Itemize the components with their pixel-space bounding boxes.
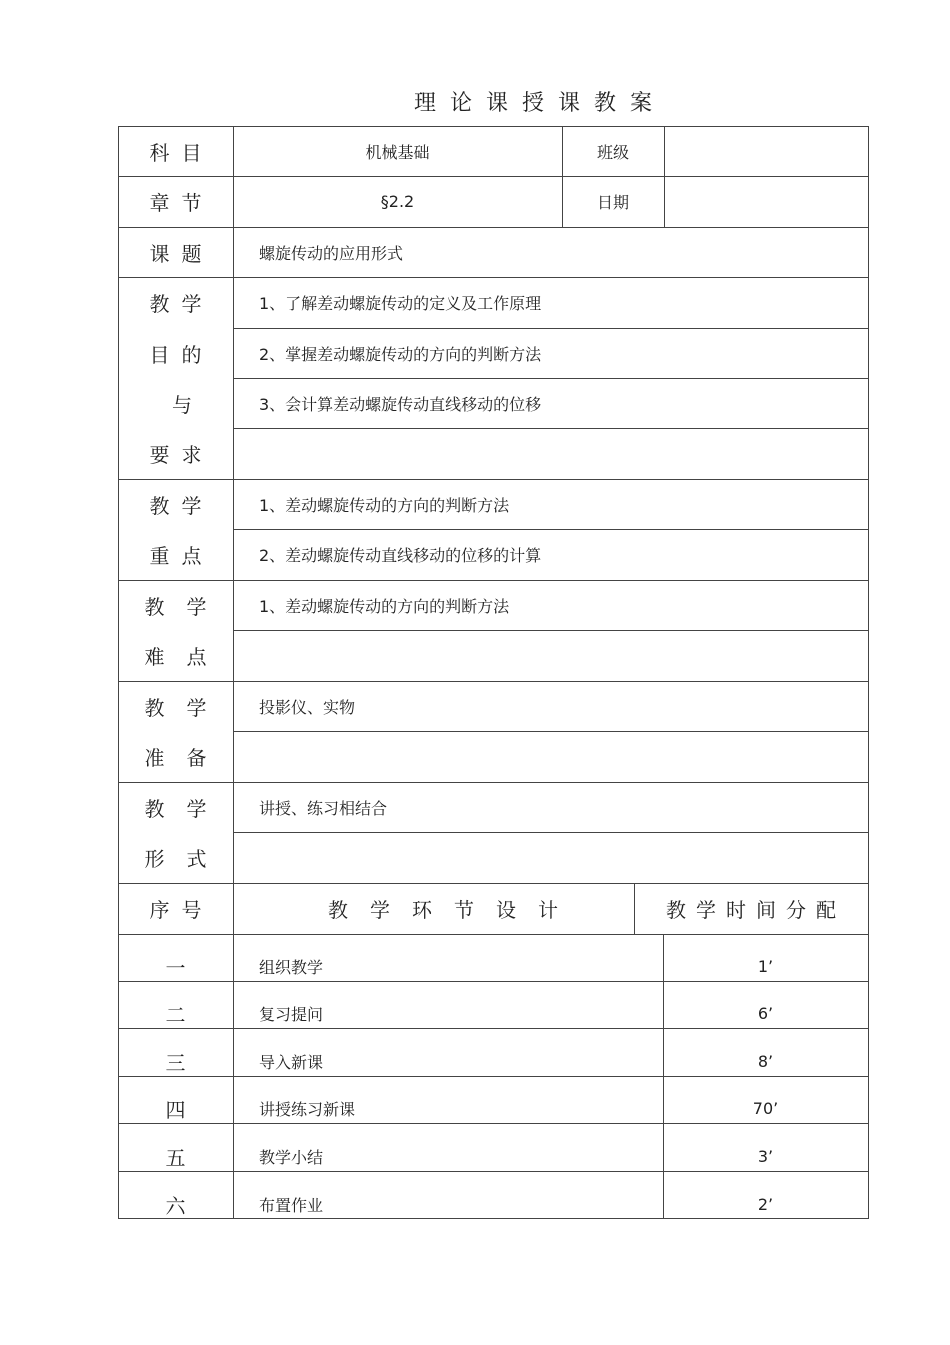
preparation-label-bottom [118, 731, 233, 782]
objective-item: 3、会计算差动螺旋传动直线移动的位移 [259, 394, 542, 414]
row-number: 五 [165, 1145, 186, 1170]
form-label-top [118, 782, 233, 832]
label-char: 教 [144, 796, 165, 821]
objectives-label-3: 与 [172, 392, 192, 417]
row-number: 三 [165, 1050, 186, 1075]
class-label: 班级 [596, 142, 629, 162]
header-sequence: 序号 [149, 898, 214, 922]
chapter-value: §2.2 [380, 192, 415, 211]
row-number: 四 [165, 1097, 186, 1122]
date-label: 日期 [596, 193, 629, 212]
form-label-bottom [118, 832, 233, 883]
difficulties-label-top [118, 580, 233, 630]
objectives-label-2: 目的 [149, 342, 214, 367]
label-char: 教 [144, 695, 165, 720]
row-time: 70’ [752, 1098, 779, 1118]
label-char: 难 [144, 645, 165, 669]
objective-item: 1、了解差动螺旋传动的定义及工作原理 [259, 294, 542, 313]
date-value [664, 176, 868, 227]
key-points-label-1: 教学 [149, 493, 214, 518]
form-item: 讲授、练习相结合 [259, 798, 388, 818]
row-number: 六 [165, 1193, 186, 1218]
objectives-label-1: 教学 [149, 292, 214, 316]
label-char: 式 [186, 847, 207, 871]
header-design: 教学环节设计 [328, 898, 580, 922]
subject-value: 机械基础 [365, 142, 430, 162]
topic-value: 螺旋传动的应用形式 [259, 243, 404, 263]
objective-item: 2、掌握差动螺旋传动的方向的判断方法 [259, 344, 542, 364]
preparation-item [233, 731, 868, 782]
label-char: 学 [186, 695, 207, 720]
chapter-label: 章节 [149, 191, 214, 215]
row-step: 组织教学 [259, 957, 324, 977]
header-time: 教学时间分配 [666, 898, 846, 922]
objectives-label-4: 要求 [149, 443, 214, 467]
key-points-label-2: 重点 [149, 544, 214, 568]
row-time: 6’ [757, 1003, 774, 1023]
form-item [233, 832, 868, 883]
row-number: 一 [165, 955, 186, 980]
table-border-right [868, 126, 869, 1219]
label-char: 教 [144, 594, 165, 619]
preparation-label-top [118, 681, 233, 731]
difficulty-item [233, 630, 868, 681]
label-char: 形 [144, 847, 165, 871]
objective-item [233, 428, 868, 479]
row-line [118, 934, 869, 935]
row-time: 8’ [757, 1051, 774, 1071]
subject-label: 科目 [149, 140, 214, 165]
class-value [664, 126, 868, 176]
row-number: 二 [165, 1002, 186, 1027]
topic-label: 课题 [149, 241, 214, 266]
label-char: 准 [144, 746, 165, 770]
page-title: 理论课授课教案 [413, 91, 666, 116]
difficulties-label-bottom [118, 630, 233, 681]
row-time: 1’ [757, 956, 774, 976]
label-char: 学 [186, 796, 207, 821]
row-step: 布置作业 [259, 1195, 324, 1215]
key-point-item: 2、差动螺旋传动直线移动的位移的计算 [259, 546, 542, 565]
row-time: 3’ [757, 1146, 774, 1166]
row-step: 教学小结 [259, 1147, 324, 1167]
row-time: 2’ [757, 1194, 774, 1214]
row-step: 复习提问 [259, 1004, 324, 1024]
difficulty-item: 1、差动螺旋传动的方向的判断方法 [259, 596, 510, 616]
key-point-item: 1、差动螺旋传动的方向的判断方法 [259, 495, 510, 515]
label-char: 点 [186, 645, 207, 669]
preparation-item: 投影仪、实物 [259, 697, 356, 717]
label-char: 备 [186, 746, 207, 770]
row-step: 讲授练习新课 [259, 1099, 356, 1119]
row-step: 导入新课 [259, 1052, 324, 1072]
label-char: 学 [186, 594, 207, 619]
